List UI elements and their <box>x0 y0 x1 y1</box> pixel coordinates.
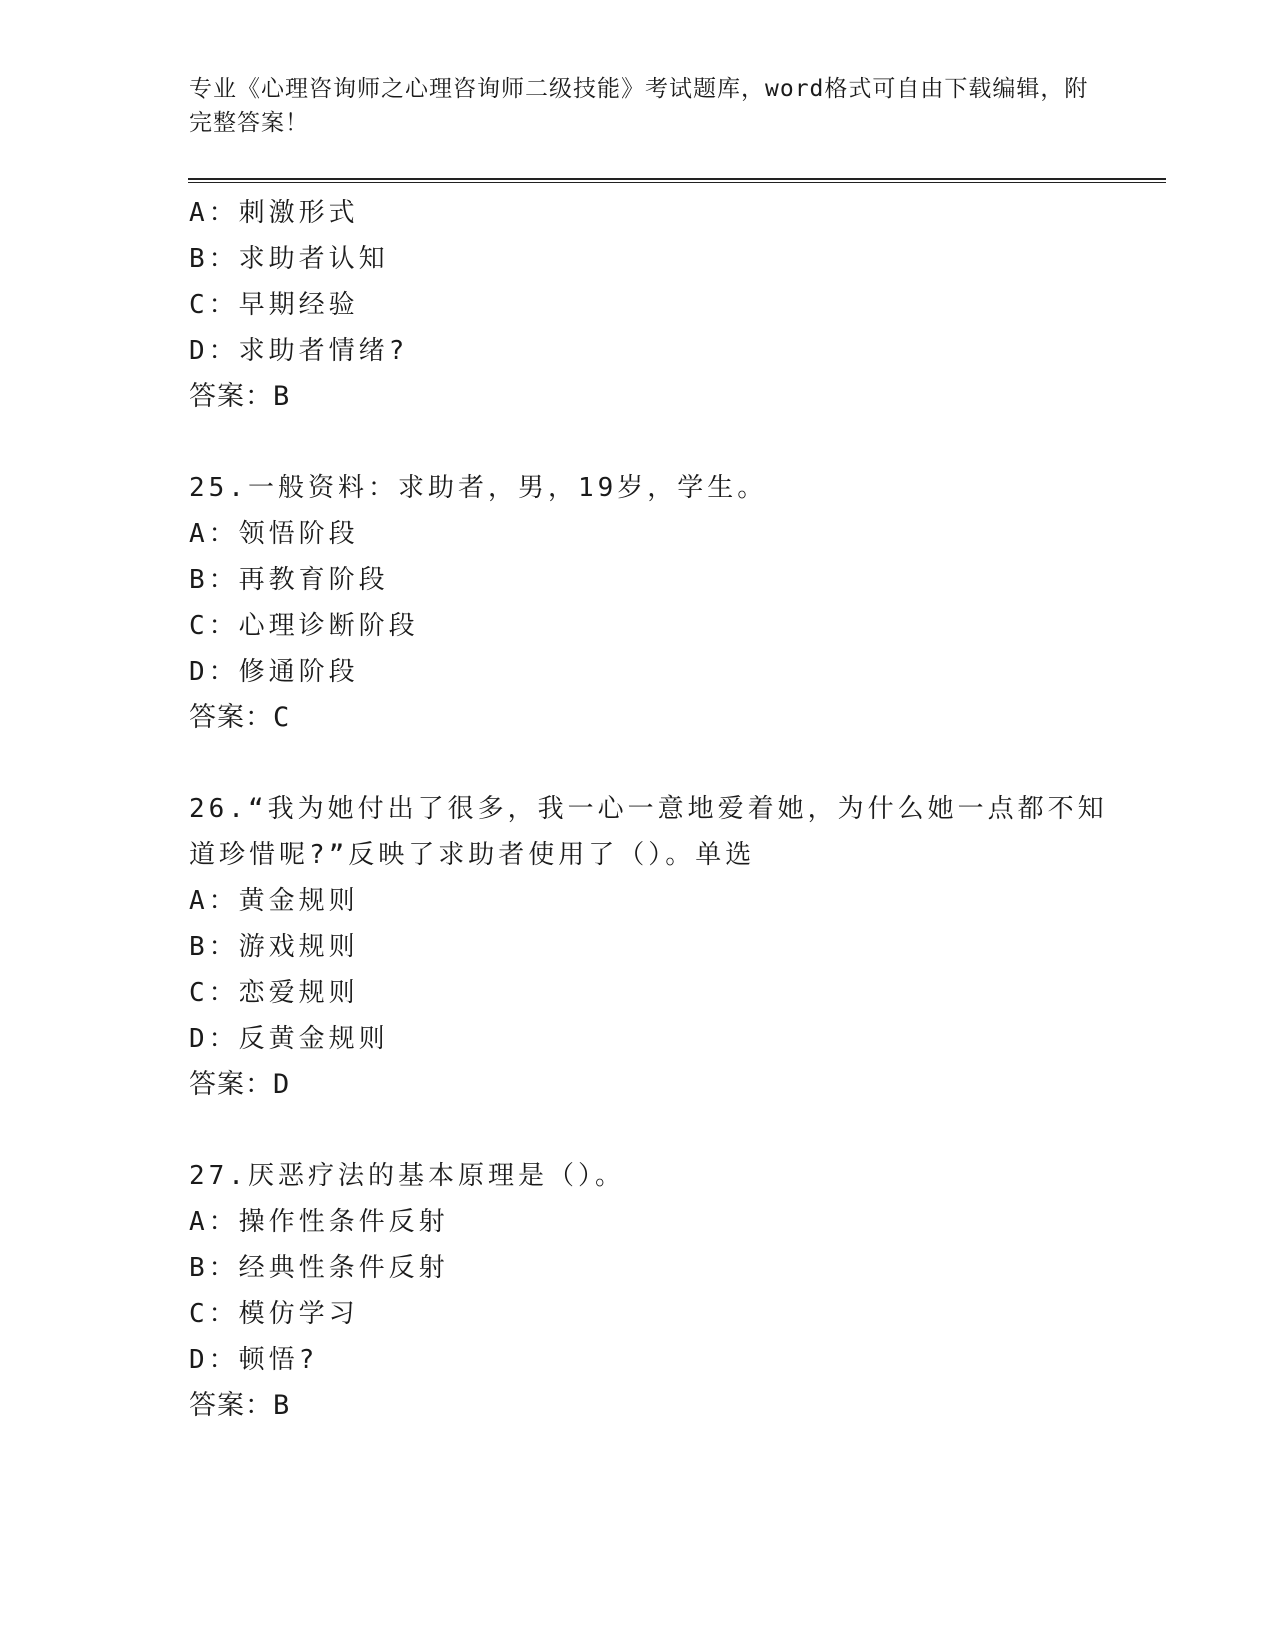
answer-line: 答案：C <box>189 702 291 733</box>
option-d: D：反黄金规则 <box>189 1024 389 1054</box>
answer-line: 答案：B <box>189 1390 291 1421</box>
document-title: 专业《心理咨询师之心理咨询师二级技能》考试题库，word格式可自由下载编辑，附完整答案！ <box>189 76 1089 136</box>
option-b: B：游戏规则 <box>189 932 359 962</box>
option-c: C：心理诊断阶段 <box>189 611 419 641</box>
option-a: A：黄金规则 <box>189 886 359 916</box>
header-divider <box>188 178 1166 183</box>
answer-line: 答案：D <box>189 1069 291 1100</box>
option-a: A：领悟阶段 <box>189 519 359 549</box>
question-stem-line-1: 26.“我为她付出了很多，我一心一意地爱着她，为什么她一点都不知 <box>189 794 1108 824</box>
option-b: B：经典性条件反射 <box>189 1253 449 1283</box>
answer-line: 答案：B <box>189 381 291 412</box>
question-26 <box>189 786 1119 1108</box>
option-d: D：求助者情绪? <box>189 336 409 366</box>
option-c: C：早期经验 <box>189 290 359 320</box>
question-25 <box>189 465 1119 741</box>
option-c: C：模仿学习 <box>189 1299 359 1329</box>
option-c: C：恋爱规则 <box>189 978 359 1008</box>
option-d: D：修通阶段 <box>189 657 359 687</box>
question-stem-line-2: 道珍惜呢?”反映了求助者使用了（）。单选 <box>189 840 756 870</box>
option-b: B：求助者认知 <box>189 244 389 274</box>
option-a: A：操作性条件反射 <box>189 1207 449 1237</box>
document-header <box>189 72 1089 140</box>
question-list <box>189 190 1119 1429</box>
question-27 <box>189 1153 1119 1429</box>
question-24-partial <box>189 190 1119 420</box>
option-d: D：顿悟? <box>189 1345 319 1375</box>
question-stem: 25.一般资料：求助者，男，19岁，学生。 <box>189 473 768 503</box>
option-a: A：刺激形式 <box>189 198 359 228</box>
option-b: B：再教育阶段 <box>189 565 389 595</box>
question-stem: 27.厌恶疗法的基本原理是（）。 <box>189 1161 625 1191</box>
